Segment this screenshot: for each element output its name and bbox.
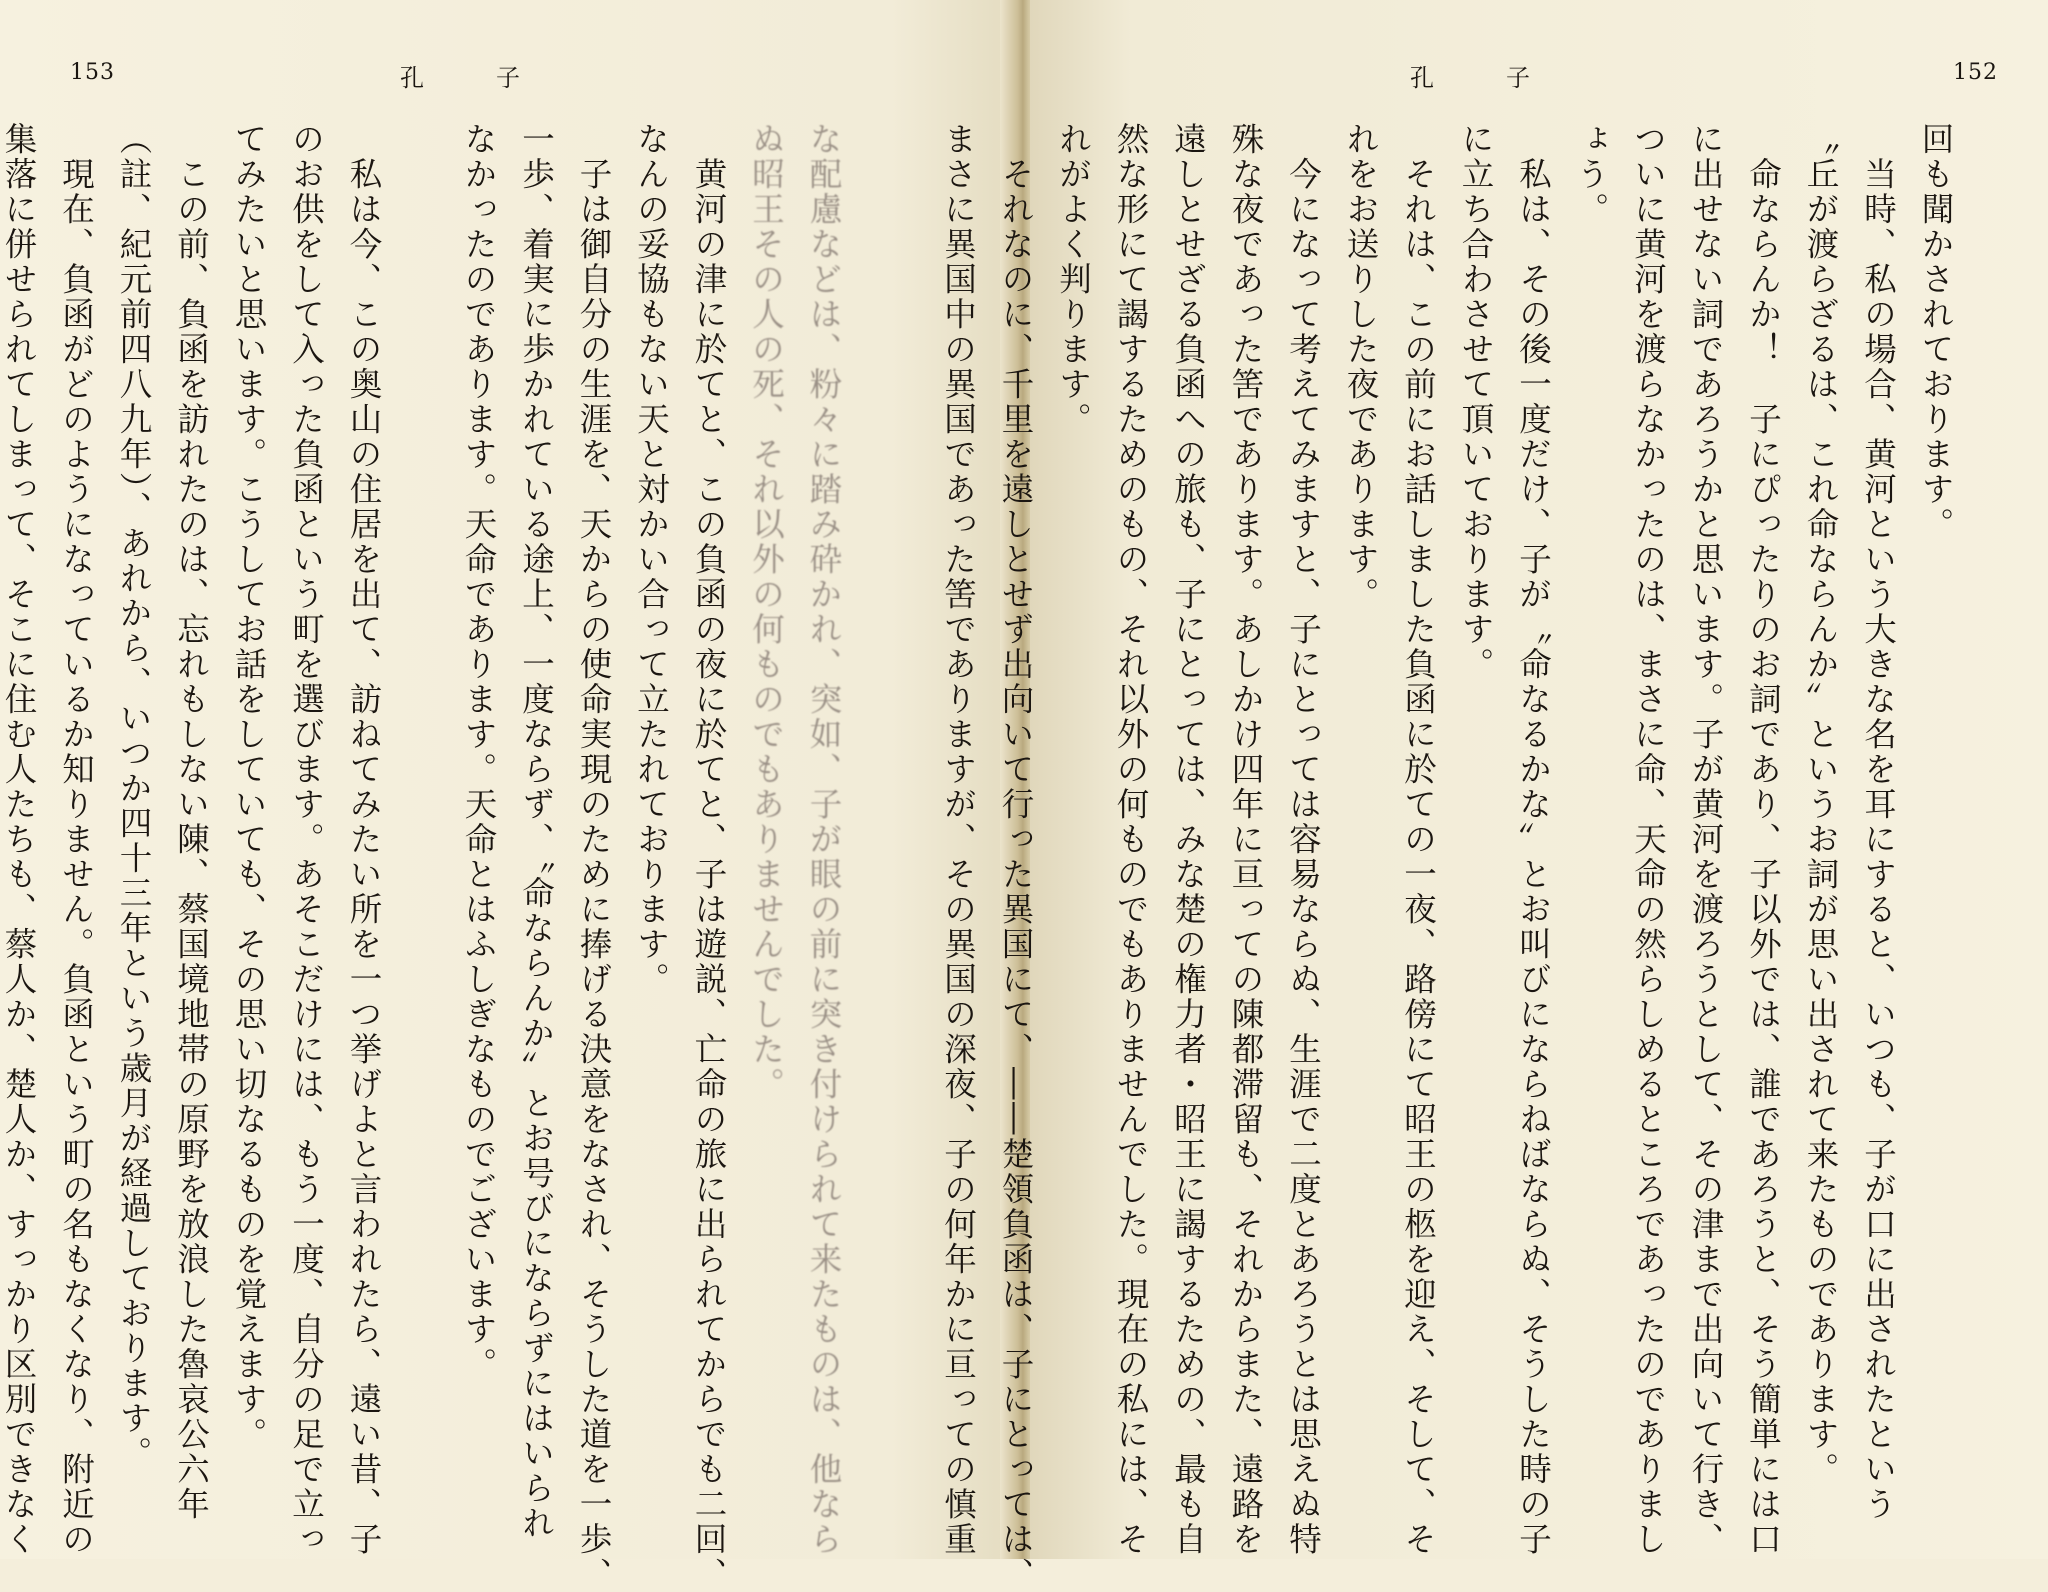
left-page-text [0, 122, 852, 1592]
left-page-body: 黄河の津に於てと、この負函の夜に於てと、子は遊説、亡命の旅に出られてからでも二回、 なんの妥協もない天と対かい合って立たれております。 子は御自分の生涯を、天からの使命実現のために捧げる決意をなされ、そうした道を一歩、 一歩、着実に歩かれている途上、一度ならず、〝命ならんか〟とお号びにならずにはいられ なかったのであります。天命であります。天命とはふしぎなものでございます。 私は今、この奥山の住居を出て、訪ねてみたい所を一つ挙げよと言われたら、遠い昔、子 のお供をして入った負函という町を選びます。あそこだけには、もう一度、自分の足で立っ てみたいと思います。こうしてお話をしていても、その思い切なるものを覚えます。 この前、負函を訪れたのは、忘れもしない陳、蔡国境地帯の原野を放浪した魯哀公六年 （註、紀元前四八九年）、あれから、いつか四十三年という歳月が経過しております。 現在、負函がどのようになっているか知りません。負函という町の名もなくなり、附近の 集落に併せられてしまって、そこに住む人たちも、蔡人か、楚人か、すっかり区別できなく [0, 122, 728, 1592]
page-number-left: 153 [70, 60, 115, 85]
page-number-right: 152 [1953, 60, 1998, 85]
left-page [0, 0, 1012, 1592]
right-page-body: 回も聞かされております。 当時、私の場合、黄河という大きな名を耳にすると、いつも、子が口に出されたという 〝丘が渡らざるは、これ命ならんか〟というお詞が思い出されて来たものであります。 命ならんか！ 子にぴったりのお詞であり、子以外では、誰であろうと、そう簡単には口 に出せない詞であろうかと思います。子が黄河を渡ろうとして、その津まで出向いて行き、 ついに黄河を渡らなかったのは、まさに命、天命の然らしめるところであったのでありまし ょう。 私は、その後一度だけ、子が〝命なるかな〟とお叫びにならねばならぬ、そうした時の子 に立ち合わさせて頂いております。 それは、この前にお話しました負函に於ての一夜、路傍にて昭王の柩を迎え、そして、そ れをお送りした夜であります。 今になって考えてみますと、子にとっては容易ならぬ、生涯で二度とあろうとは思えぬ特 殊な夜であった筈であります。あしかけ四年に亘っての陳都滞留も、それからまた、遠路を 遠しとせざる負函への旅も、子にとっては、みな楚の権力者・昭王に謁するための、最も自 然な形にて謁するためのもの、それ以外の何ものでもありませんでした。現在の私には、そ れがよく判ります。 それなのに、千里を遠しとせず出向いて行った異国にて、――楚領負函は、子にとっては、 まさに異国中の異国であった筈でありますが、その異国の深夜、子の何年かに亘っての慎重 [939, 122, 1955, 1592]
running-head-right: 孔 子 [1410, 64, 1530, 92]
running-head-left: 孔 子 [400, 64, 520, 92]
faded-bleed-text: な配慮などは、粉々に踏み砕かれ、突如、子が眼の前に突き付けられて来たものは、他なら ぬ昭王その人の死、それ以外の何ものでもありませんでした。 [747, 122, 843, 1557]
right-page [939, 0, 2048, 1592]
